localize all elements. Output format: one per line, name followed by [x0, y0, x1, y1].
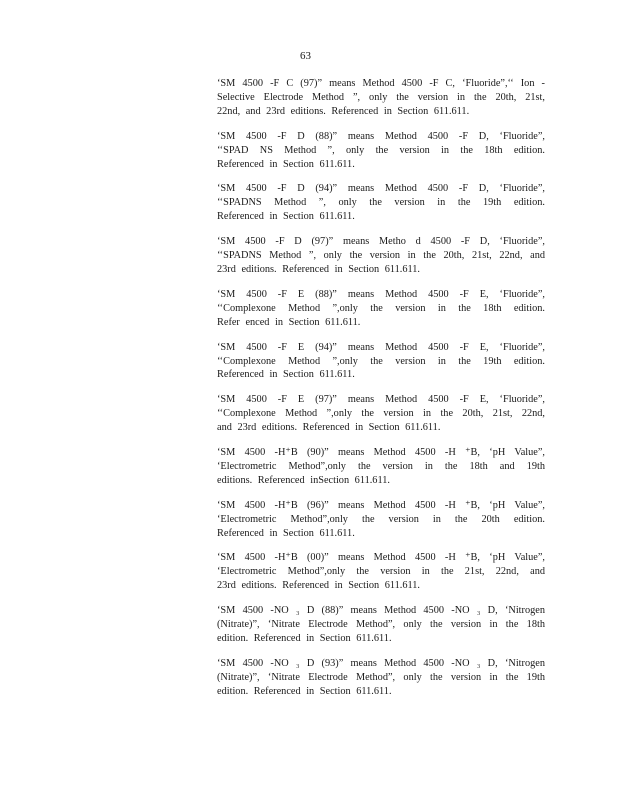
definition-line: ‘SM 4500 -H⁺B (90)” means Method 4500 -H ⁺B, ‘pH Value”, — [217, 447, 545, 459]
definition-paragraph — [217, 77, 545, 119]
definition-line: edition. Referenced in Section 611.611. — [217, 633, 392, 644]
definition-line: editions. Referenced inSection 611.611. — [217, 474, 390, 486]
definition-line: ‘SM 4500 -F C (97)” means Method 4500 -F C, ‘Fluoride”,‘‘ Ion - — [217, 78, 545, 89]
definition-line: ‘SM 4500 -F D (97)” means Metho d 4500 -F D, ‘Fluoride”, — [217, 236, 545, 248]
definition-line: edition. Referenced in Section 611.611. — [217, 685, 392, 697]
definition-line: ‘SM 4500 -F D (88)” means Method 4500 -F D, ‘Fluoride”, — [217, 130, 545, 142]
definition-line: ‘Electrometric Method”,only the version in the 21st, 22nd, and — [217, 566, 545, 578]
definition-line: Selective Electrode Method ”, only the version in the 20th, 21st, — [217, 91, 545, 103]
page-number: 63 — [300, 50, 311, 62]
definition-paragraph — [217, 341, 545, 383]
definition-paragraph — [217, 393, 545, 435]
definition-paragraph — [217, 130, 545, 172]
definition-line: Referenced in Section 611.611. — [217, 158, 355, 170]
definition-line: ‘SM 4500 -F D (94)” means Method 4500 -F D, ‘Fluoride”, — [217, 183, 545, 195]
definition-paragraph — [217, 235, 545, 277]
definitions-list — [217, 77, 545, 710]
definition-line: ‘SM 4500 -F E (97)” means Method 4500 -F E, ‘Fluoride”, — [217, 394, 545, 406]
definition-line: Referenced in Section 611.611. — [217, 211, 355, 223]
definition-line: ‘SM 4500 -NO ₃ D (93)” means Method 4500 -NO ₃ D, ‘Nitrogen — [217, 657, 545, 669]
definition-line: 22nd, and 23rd editions. Referenced in Section 611.611. — [217, 105, 470, 117]
definition-paragraph — [217, 288, 545, 330]
definition-line: ‘SM 4500 -F E (88)” means Method 4500 -F E, ‘Fluoride”, — [217, 288, 545, 300]
definition-paragraph — [217, 182, 545, 224]
definition-line: Referenced in Section 611.611. — [217, 527, 355, 539]
definition-line: (Nitrate)”, ‘Nitrate Electrode Method”, only the version in the 18th — [217, 619, 545, 631]
definition-line: ‘‘SPADNS Method ”, only the version in the 19th edition. — [217, 197, 545, 209]
definition-line: ‘SM 4500 -H⁺B (96)” means Method 4500 -H ⁺B, ‘pH Value”, — [217, 499, 545, 511]
definition-line: ‘SM 4500 -NO ₃ D (88)” means Method 4500 -NO ₃ D, ‘Nitrogen — [217, 605, 545, 617]
definition-line: ‘‘SPAD NS Method ”, only the version in the 18th edition. — [217, 144, 545, 156]
definition-line: 23rd editions. Referenced in Section 611.611. — [217, 580, 420, 592]
definition-line: (Nitrate)”, ‘Nitrate Electrode Method”, only the version in the 19th — [217, 671, 545, 683]
definition-paragraph — [217, 604, 545, 646]
definition-paragraph — [217, 446, 545, 488]
definition-line: ‘‘Complexone Method ”,only the version in the 18th edition. — [217, 302, 545, 314]
definition-line: Refer enced in Section 611.611. — [217, 316, 361, 328]
definition-line: ‘Electrometric Method”,only the version in the 18th and 19th — [217, 460, 545, 472]
definition-paragraph — [217, 551, 545, 593]
definition-line: ‘‘Complexone Method ”,only the version in the 20th, 21st, 22nd, — [217, 408, 545, 420]
definition-line: 23rd editions. Referenced in Section 611.611. — [217, 263, 420, 275]
definition-line: ‘Electrometric Method”,only the version in the 20th edition. — [217, 513, 545, 525]
definition-line: ‘SM 4500 -H⁺B (00)” means Method 4500 -H ⁺B, ‘pH Value”, — [217, 552, 545, 564]
definition-line: ‘SM 4500 -F E (94)” means Method 4500 -F E, ‘Fluoride”, — [217, 341, 545, 353]
definition-line: ‘‘Complexone Method ”,only the version in the 19th edition. — [217, 355, 545, 367]
definition-line: Referenced in Section 611.611. — [217, 369, 355, 381]
definition-paragraph — [217, 499, 545, 541]
definition-line: ‘‘SPADNS Method ”, only the version in the 20th, 21st, 22nd, and — [217, 250, 545, 262]
definition-line: and 23rd editions. Referenced in Section 611.611. — [217, 422, 441, 434]
definition-paragraph — [217, 657, 545, 699]
